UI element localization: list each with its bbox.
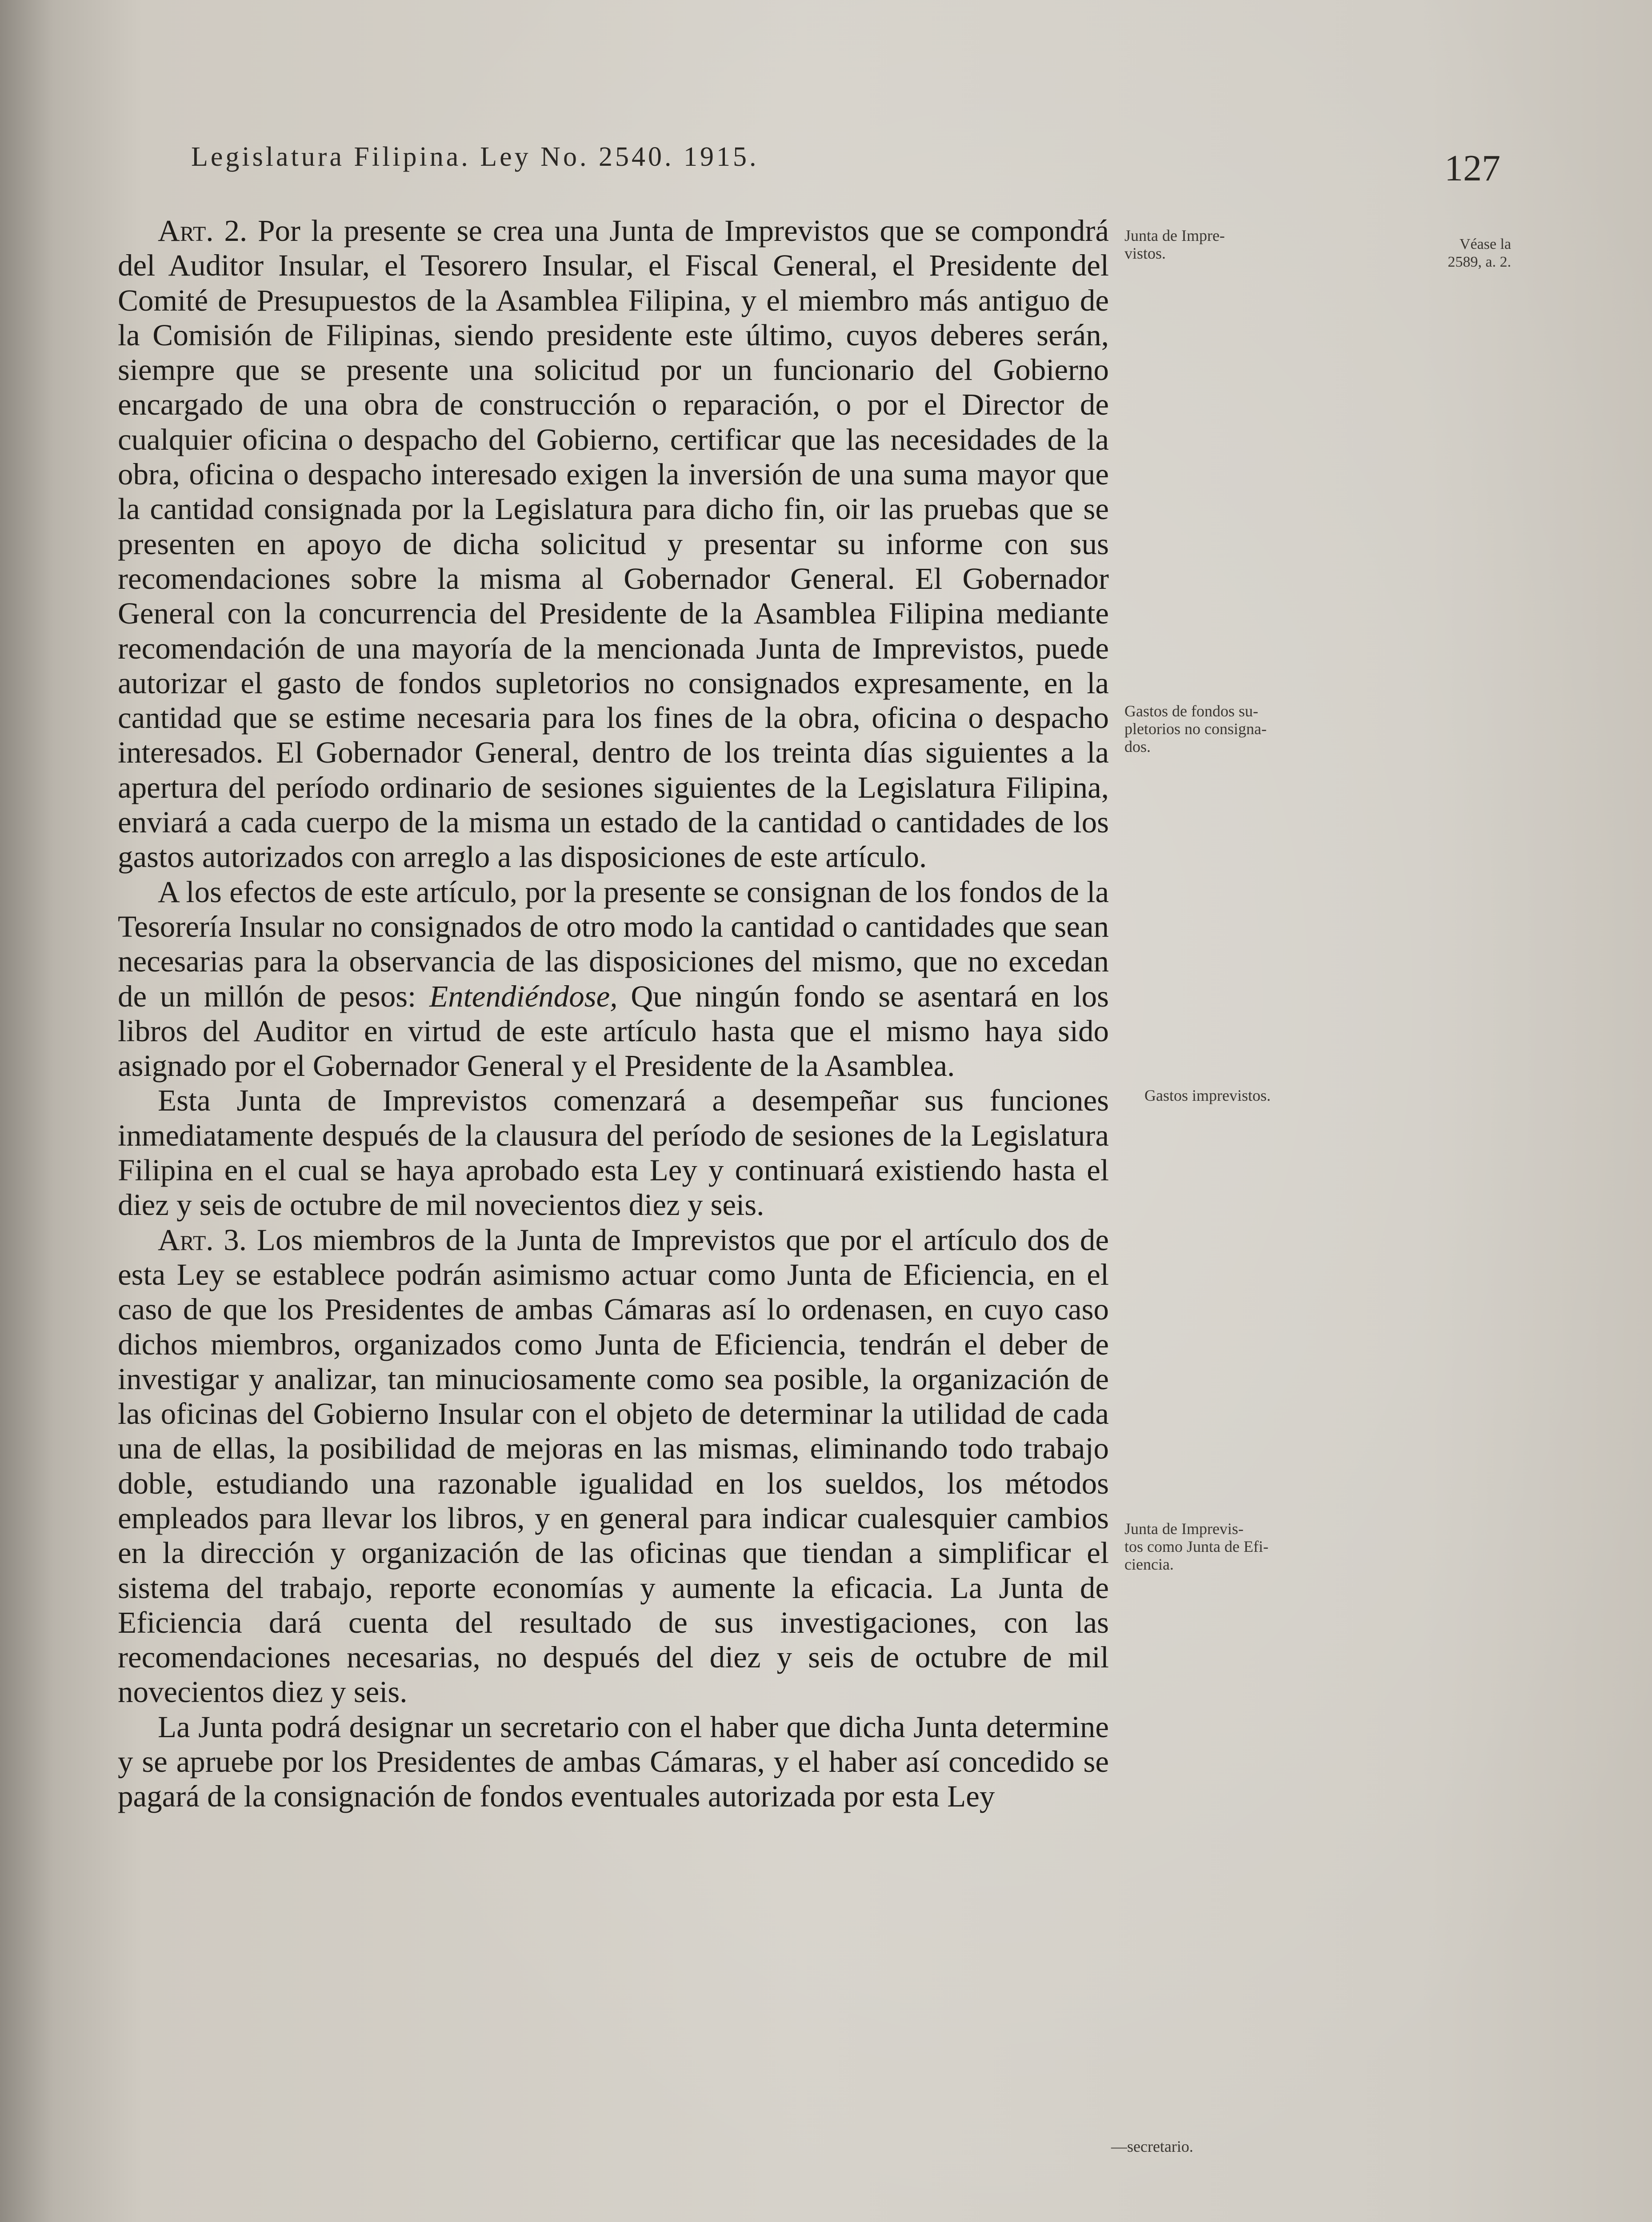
paragraph-text: La Junta podrá designar un secretario con el haber que dicha Junta determine y se apruebe por los Presidentes de ambas Cámaras, y el haber así concedido se pagará de la consignación de fondos eventuales autorizada por esta Ley bbox=[118, 1710, 1109, 1814]
running-header: Legislatura Filipina. Ley No. 2540. 1915. bbox=[191, 142, 759, 172]
margin-note-secretario bbox=[1111, 2138, 1193, 2155]
paragraph-duration bbox=[118, 1083, 1109, 1222]
margin-note-line: Gastos imprevistos. bbox=[1144, 1087, 1271, 1104]
paragraph-art-3 bbox=[118, 1223, 1109, 1710]
margin-note-line: pletorios no consigna- bbox=[1124, 720, 1267, 738]
body-text bbox=[118, 213, 1109, 1814]
paragraph-art-2 bbox=[118, 213, 1109, 875]
margin-note-gastos-imprevistos bbox=[1144, 1087, 1271, 1104]
paragraph-text: A los efectos de este artículo, por la presente se consignan de los fondos de la Tesorería Insular no consignados de otro modo la cantidad o cantidades que sean necesarias para la observancia de las disposiciones del mismo, que no excedan de un millón de pesos: bbox=[118, 875, 1109, 1013]
margin-note-fondos-supletorios bbox=[1124, 702, 1267, 755]
paragraph-text: Esta Junta de Imprevistos comenzará a desempeñar sus funciones inmediatamente después de la clausura del período de sesiones de la Legislatura Filipina en el cual se haya aprobado esta Ley y continuará existiendo hasta el diez y seis de octubre de mil novecientos diez y seis. bbox=[118, 1083, 1109, 1222]
margin-note-junta-imprevistos bbox=[1124, 227, 1225, 262]
paragraph-appropriation bbox=[118, 875, 1109, 1083]
margin-note-line: Gastos de fondos su- bbox=[1124, 702, 1258, 720]
margin-note-line: ciencia. bbox=[1124, 1555, 1174, 1573]
margin-note-junta-eficiencia bbox=[1124, 1520, 1268, 1573]
emphasis-term: Entendiéndose, bbox=[429, 979, 618, 1013]
margin-note-line: vistos. bbox=[1124, 244, 1166, 262]
article-label: Art. 2. bbox=[158, 214, 248, 248]
paragraph-text: Que ningún fondo se asentará en los libros del Auditor en virtud de este artículo hasta que el mismo haya sido asignado por el Gobernador General y el Presidente de la Asamblea. bbox=[118, 979, 1109, 1083]
margin-note-line: —secretario. bbox=[1111, 2138, 1193, 2155]
paragraph-text: Por la presente se crea una Junta de Imprevistos que se compondrá del Auditor Insular, el Tesorero Insular, el Fiscal General, el Presidente del Comité de Presupuestos de la Asamblea Filipina, y el miembro más antiguo de la Comisión de Filipinas, siendo presidente este último, cuyos deberes serán, siempre que se presente una solicitud por un funcionario del Gobierno encargado de una obra de construcción o reparación, o por el Director de cualquier oficina o despacho del Gobierno, certificar que las necesidades de la obra, oficina o despacho interesado exigen la inversión de una suma mayor que la cantidad consignada por la Legislatura para dicho fin, oir las pruebas que se presenten en apoyo de dicha solicitud y presentar su informe con sus recomendaciones sobre la misma al Gobernador General. El Gobernador General con la concurrencia del Presidente de la Asamblea Filipina mediante recomendación de una mayoría de la mencionada Junta de Imprevistos, puede autorizar el gasto de fondos supletorios no consignados expresamente, en la cantidad que se estime necesaria para los fines de la obra, oficina o despacho interesados. El Gobernador General, dentro de los treinta días siguientes a la apertura del período ordinario de sesiones siguientes de la Legislatura Filipina, enviará a cada cuerpo de la misma un estado de la cantidad o cantidades de los gastos autorizados con arreglo a las disposiciones de este artículo. bbox=[118, 214, 1109, 874]
margin-note-line: Junta de Impre- bbox=[1124, 227, 1225, 244]
page-number: 127 bbox=[1444, 148, 1500, 189]
margin-note-line: Junta de Imprevis- bbox=[1124, 1520, 1244, 1538]
margin-note-line: tos como Junta de Efi- bbox=[1124, 1538, 1268, 1555]
reference-note bbox=[1378, 236, 1511, 271]
article-label: Art. 3. bbox=[158, 1223, 247, 1257]
reference-note-line: Véase la bbox=[1459, 236, 1511, 252]
reference-note-line: 2589, a. 2. bbox=[1448, 254, 1511, 270]
paragraph-secretary bbox=[118, 1710, 1109, 1814]
paragraph-text: Los miembros de la Junta de Imprevistos que por el artículo dos de esta Ley se establece podrán asimismo actuar como Junta de Eficiencia, en el caso de que los Presidentes de ambas Cámaras así lo ordenasen, en cuyo caso dichos miembros, organizados como Junta de Eficiencia, tendrán el deber de investigar y analizar, tan minuciosamente como sea posible, la organización de las oficinas del Gobierno Insular con el objeto de determinar la utilidad de cada una de ellas, la posibilidad de mejoras en las mismas, eliminando todo trabajo doble, estudiando una razonable igualidad en los sueldos, los métodos empleados para llevar los libros, y en general para indicar cualesquier cambios en la dirección y organización de las oficinas que tiendan a simplificar el sistema del trabajo, reporte economías y aumente la eficacia. La Junta de Eficiencia dará cuenta del resultado de sus investigaciones, con las recomendaciones necesarias, no después del diez y seis de octubre de mil novecientos diez y seis. bbox=[118, 1223, 1109, 1709]
margin-note-line: dos. bbox=[1124, 738, 1151, 755]
